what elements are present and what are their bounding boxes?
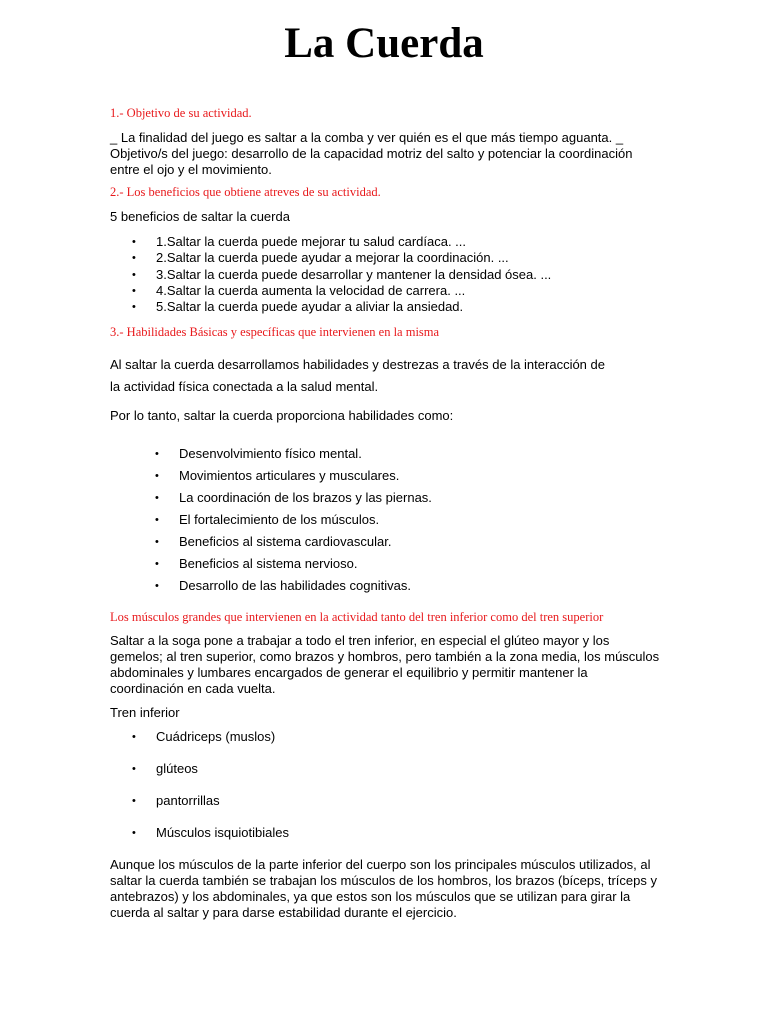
section-3-intro: Por lo tanto, saltar la cuerda proporciona habilidades como: [110, 408, 454, 423]
bullet-icon: • [132, 731, 136, 743]
muscles-list [132, 729, 289, 857]
list-item-text: Desenvolvimiento físico mental. [179, 446, 362, 461]
list-item-text: Músculos isquiotibiales [156, 825, 289, 840]
list-item [155, 512, 432, 534]
list-item [132, 825, 289, 857]
list-item [132, 234, 551, 250]
list-item [132, 793, 289, 825]
bullet-icon: • [132, 763, 136, 775]
bullet-icon: • [132, 284, 136, 297]
paragraph-line: Objetivo/s del juego: desarrollo de la capacidad motriz del salto y potenciar la coordinación [110, 146, 633, 161]
paragraph-line: coordinación en cada vuelta. [110, 681, 276, 696]
section-4-heading: Los músculos grandes que intervienen en la actividad tanto del tren inferior como del tren superior [110, 610, 604, 624]
section-1-text [110, 130, 670, 178]
list-item-text: 1.Saltar la cuerda puede mejorar tu salud cardíaca. ... [156, 234, 467, 249]
list-item-text: Cuádriceps (muslos) [156, 729, 276, 744]
paragraph-line: saltar la cuerda también se trabajan los músculos de los hombros, los brazos (bíceps, tríceps y [110, 873, 657, 888]
list-item [155, 534, 432, 556]
list-item [132, 299, 551, 315]
benefits-list [132, 234, 552, 315]
page-title: La Cuerda [284, 20, 484, 67]
list-item-text: 2.Saltar la cuerda puede ayudar a mejorar la coordinación. ... [156, 250, 509, 266]
skills-list [155, 446, 432, 600]
bullet-icon: • [155, 558, 159, 570]
list-item-text: glúteos [156, 761, 198, 776]
list-item-text: El fortalecimiento de los músculos. [179, 512, 380, 527]
section-3-line-2: la actividad física conectada a la salud mental. [110, 379, 379, 394]
list-item-text: 5.Saltar la cuerda puede ayudar a aliviar la ansiedad. [156, 299, 464, 315]
list-item [155, 446, 432, 468]
section-4-closing [110, 857, 670, 921]
list-item [155, 490, 432, 512]
list-item [155, 556, 432, 578]
section-3-line-1: Al saltar la cuerda desarrollamos habilidades y destrezas a través de la interacción de [110, 357, 605, 372]
paragraph-line: cuerda al saltar y para darse estabilidad durante el ejercicio. [110, 905, 457, 920]
section-3-heading: 3.- Habilidades Básicas y específicas que intervienen en la misma [110, 325, 440, 339]
list-item-text: Movimientos articulares y musculares. [179, 468, 400, 483]
section-2-intro: 5 beneficios de saltar la cuerda [110, 209, 290, 224]
list-item [132, 250, 551, 266]
bullet-icon: • [155, 492, 159, 504]
bullet-icon: • [155, 470, 159, 482]
bullet-icon: • [132, 795, 136, 807]
list-item [155, 468, 432, 490]
list-item-text: 3.Saltar la cuerda puede desarrollar y mantener la densidad ósea. ... [156, 266, 552, 282]
list-item-text: Beneficios al sistema cardiovascular. [179, 534, 392, 549]
list-item [132, 729, 289, 761]
bullet-icon: • [132, 236, 136, 248]
paragraph-line: abdominales y lumbares encargados de generar el equilibrio y permitir mantener la [110, 665, 588, 680]
paragraph-line: gemelos; al tren superior, como brazos y hombros, pero también a la zona media, los músculos [110, 649, 660, 664]
list-item [132, 761, 289, 793]
section-1-heading: 1.- Objetivo de su actividad. [110, 106, 252, 120]
bullet-icon: • [155, 448, 159, 460]
paragraph-line: Saltar a la soga pone a trabajar a todo el tren inferior, en especial el glúteo mayor y los [110, 633, 610, 648]
list-item-text: pantorrillas [156, 793, 220, 808]
list-item-text: Desarrollo de las habilidades cognitivas. [179, 578, 411, 593]
paragraph-line: antebrazos) y los abdominales, ya que estos son los músculos que se utilizan para girar la [110, 889, 631, 904]
bullet-icon: • [132, 827, 136, 839]
section-2-heading: 2.- Los beneficios que obtiene atreves de su actividad. [110, 185, 381, 199]
list-item [155, 578, 432, 600]
paragraph-line: _ La finalidad del juego es saltar a la comba y ver quién es el que más tiempo aguanta. _ [110, 130, 624, 145]
bullet-icon: • [132, 268, 136, 281]
paragraph-line: entre el ojo y el movimiento. [110, 162, 272, 177]
bullet-icon: • [155, 580, 159, 592]
list-item-text: Beneficios al sistema nervioso. [179, 556, 358, 571]
bullet-icon: • [155, 536, 159, 548]
tren-inferior-label: Tren inferior [110, 705, 180, 720]
list-item [132, 282, 551, 299]
list-item-text: 4.Saltar la cuerda aumenta la velocidad de carrera. ... [156, 282, 466, 298]
list-item [132, 266, 552, 283]
bullet-icon: • [155, 514, 159, 526]
paragraph-line: Aunque los músculos de la parte inferior del cuerpo son los principales músculos utilizados, al [110, 857, 651, 872]
bullet-icon: • [132, 252, 136, 265]
bullet-icon: • [132, 301, 136, 314]
list-item-text: La coordinación de los brazos y las piernas. [179, 490, 432, 505]
section-4-text [110, 633, 670, 697]
